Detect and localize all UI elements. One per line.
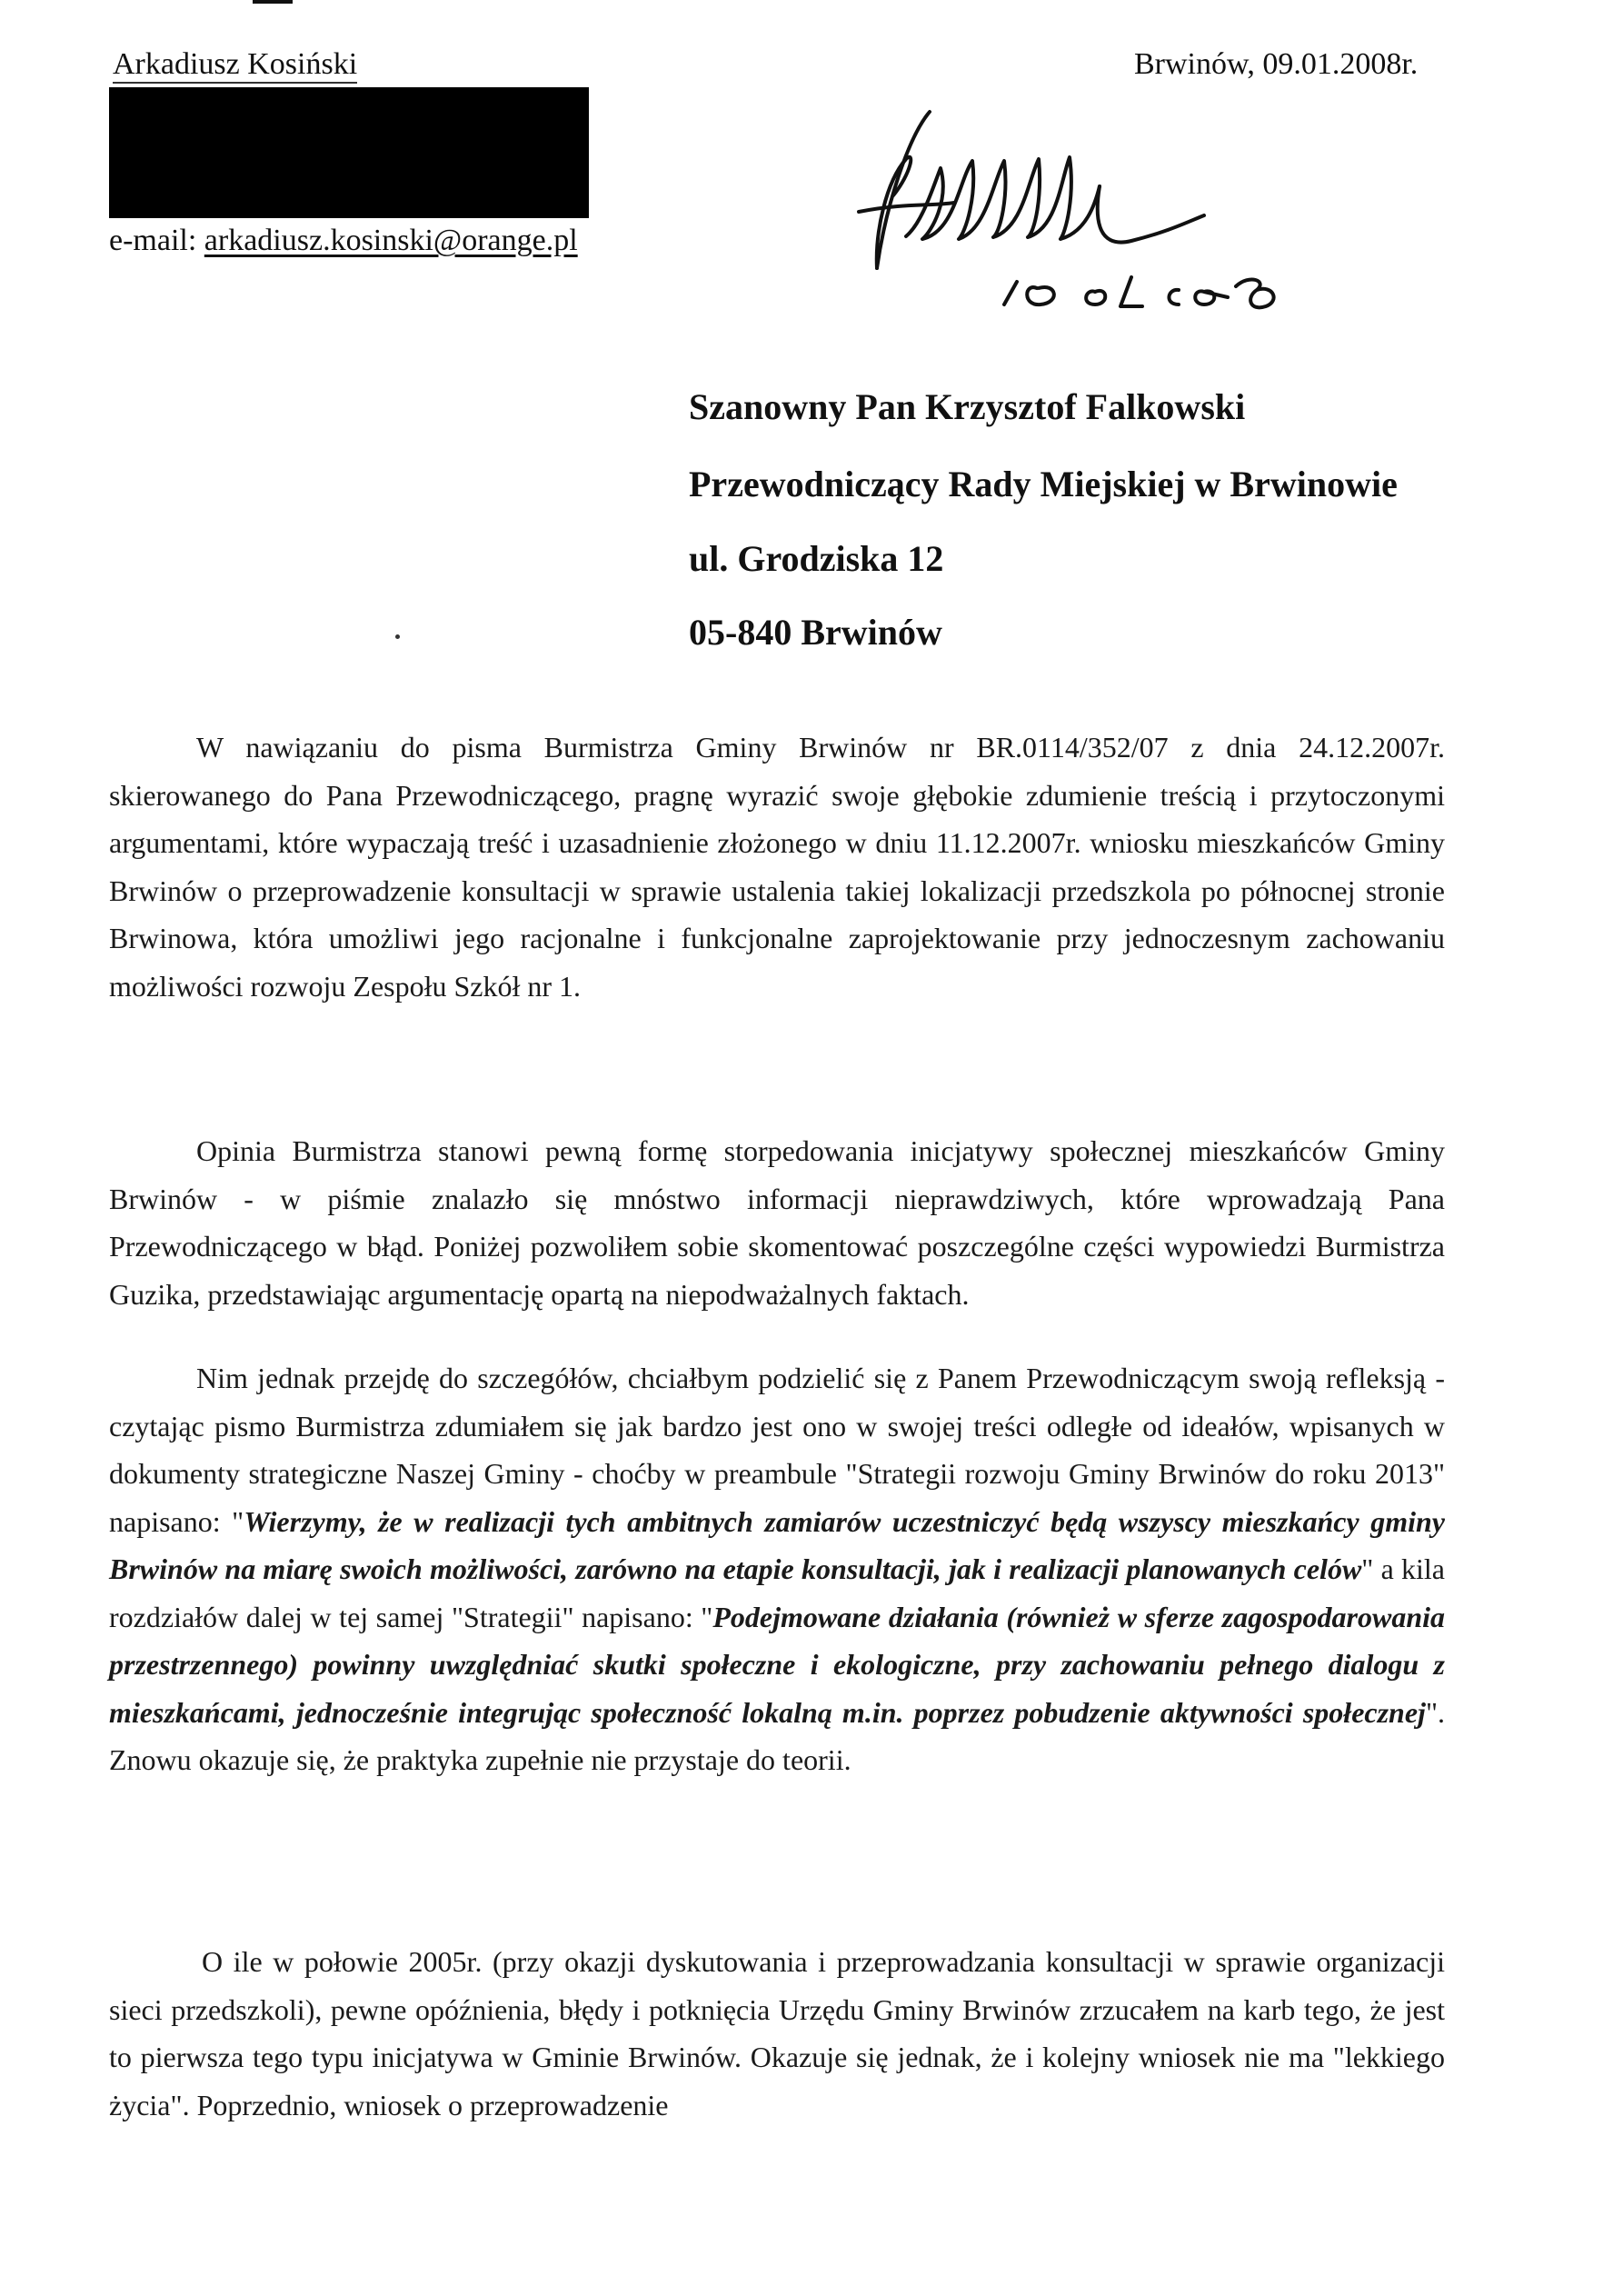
paragraph-3 bbox=[109, 1354, 1445, 1784]
paragraph-2: Opinia Burmistrza stanowi pewną formę storpedowania inicjatywy społecznej mieszkańców Gminy Brwinów - w piśmie znalazło się mnóstwo informacji nieprawdziwych, które wprowadzają Pana Przewodniczącego w błąd. Poniżej pozwoliłem sobie skomentować poszczególne części wypowiedzi Burmistrza Guzika, przedstawiając argumentację opartą na niepodważalnych faktach. bbox=[109, 1134, 1445, 1311]
strategy-quote-2: Podejmowane działania (również w sferze zagospodarowania przestrzennego) powinny uwzględniać skutki społeczne i ekologiczne, przy zachowaniu pełnego dialogu z mieszkańcami, jednocześnie integrując społeczność lokalną m.in. poprzez pobudzenie aktywności społecznej bbox=[109, 1600, 1446, 1729]
addressee-line-1: Szanowny Pan Krzysztof Falkowski bbox=[689, 386, 1246, 427]
paragraph-3-end: ". Znowu okazuje się, że praktyka zupełnie nie przystaje do teorii. bbox=[109, 1695, 1445, 1776]
letter-date: Brwinów, 09.01.2008r. bbox=[1134, 47, 1419, 81]
strategy-quote-1: Wierzymy, że w realizacji tych ambitnych zamiarów uczestniczyć będą wszyscy mieszkańcy gminy Brwinów na miarę swoich możliwości, zarówno na etapie konsultacji, jak i realizacji planowanych celów bbox=[109, 1504, 1446, 1585]
paragraph-4: O ile w połowie 2005r. (przy okazji dyskutowania i przeprowadzania konsultacji w sprawie organizacji sieci przedszkoli), pewne opóźnienia, błędy i potknięcia Urzędu Gminy Brwinów zrzucałem na karb tego, że jest to pierwsza tego typu inicjatywa w Gminie Brwinów. Okazuje się jednak, że i kolejny wniosek nie ma "lekkiego życia". Poprzednio, wniosek o przeprowadzenie bbox=[109, 1945, 1445, 2121]
addressee-line-2: Przewodniczący Rady Miejskiej w Brwinowie bbox=[689, 464, 1398, 504]
email-link[interactable]: arkadiusz.kosinski@orange.pl bbox=[204, 224, 578, 257]
scan-artifact bbox=[253, 0, 293, 4]
sender-email-line bbox=[109, 224, 578, 258]
addressee-line-4: 05-840 Brwinów bbox=[689, 612, 942, 653]
scan-dot bbox=[395, 634, 400, 639]
paragraph-3-middle: " a kila rozdziałów dalej w tej samej "Strategii" napisano: " bbox=[109, 1552, 1446, 1633]
handwritten-signature-stamp bbox=[822, 95, 1295, 327]
sender-name: Arkadiusz Kosiński bbox=[113, 47, 357, 82]
email-label: e-mail: bbox=[109, 224, 197, 257]
paragraph-3-intro: Nim jednak przejdę do szczegółów, chciałbym podzielić się z Panem Przewodniczącym swoją refleksją - czytając pismo Burmistrza zdumiałem się jak bardzo jest ono w swojej treści odległe od ideałów, wpisanych w dokumenty strategiczne Naszej Gminy - choćby w preambule "Strategii rozwoju Gminy Brwinów do roku 2013" napisano: " bbox=[109, 1362, 1445, 1538]
paragraph-1: W nawiązaniu do pisma Burmistrza Gminy Brwinów nr BR.0114/352/07 z dnia 24.12.2007r. skierowanego do Pana Przewodniczącego, pragnę wyrazić swoje głębokie zdumienie treścią i przytoczonymi argumentami, które wypaczają treść i uzasadnienie złożonego w dniu 11.12.2007r. wniosku mieszkańców Gminy Brwinów o przeprowadzenie konsultacji w sprawie ustalenia takiej lokalizacji przedszkola po północnej stronie Brwinowa, która umożliwi jego racjonalne i funkcjonalne zaprojektowanie przy jednoczesnym zachowaniu możliwości rozwoju Zespołu Szkół nr 1. bbox=[109, 731, 1445, 1003]
addressee-line-3: ul. Grodziska 12 bbox=[689, 538, 944, 579]
redaction-block bbox=[109, 87, 589, 218]
